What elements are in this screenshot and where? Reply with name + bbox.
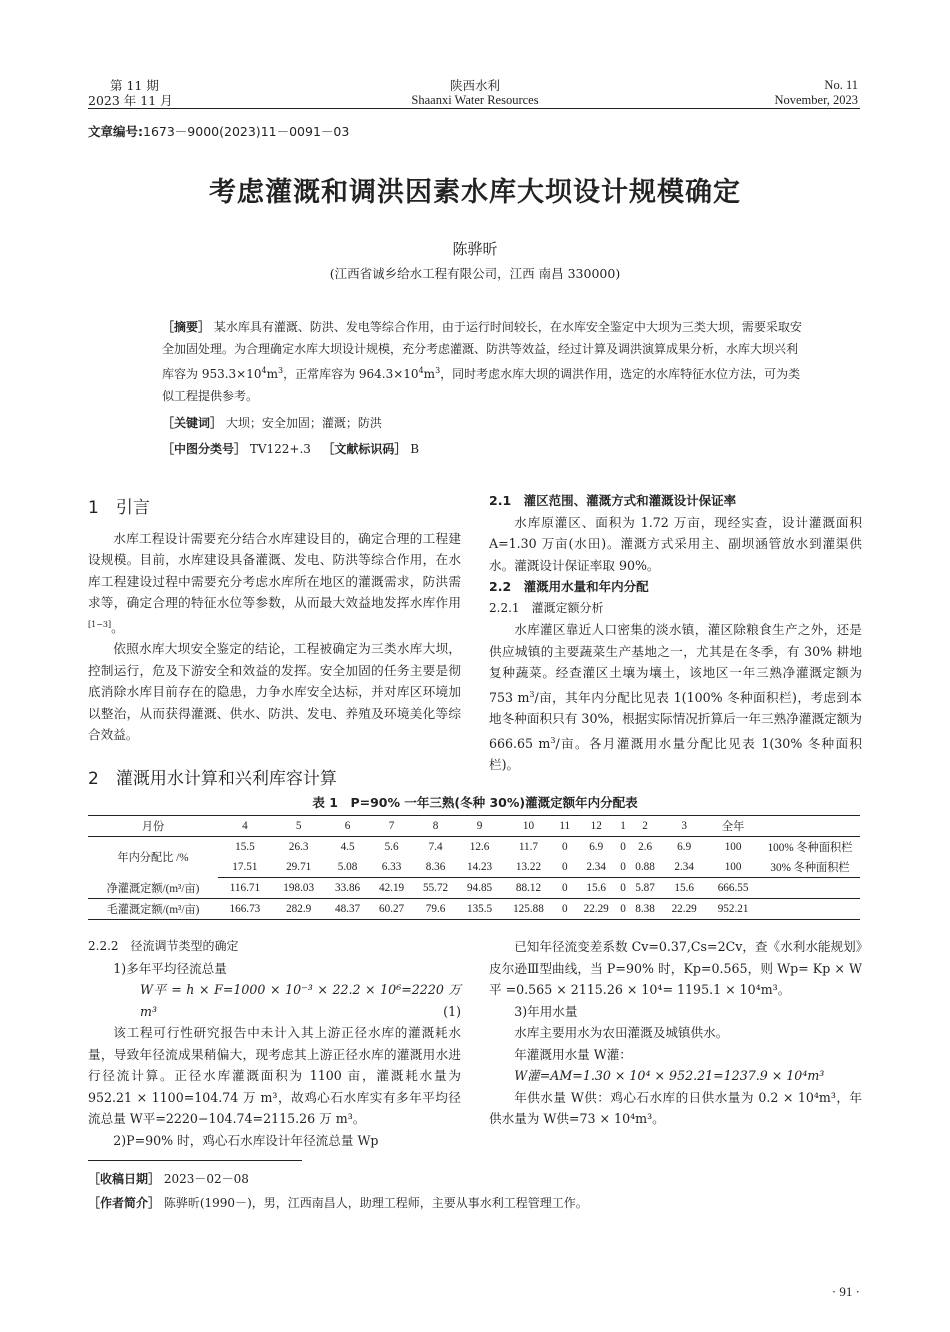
table-1-caption: 表 1 P=90% 一年三熟(冬种 30%)灌溉定额年内分配表 <box>312 795 638 810</box>
table-header-cell: 11 <box>555 816 574 837</box>
header-rule <box>88 108 860 109</box>
table-cell: 94.85 <box>458 878 502 899</box>
table-cell: 30% 冬种面积栏 <box>760 857 860 878</box>
table-cell <box>760 899 860 920</box>
right-column-bottom <box>489 936 862 1130</box>
section-2-2-1-text-b: /亩，其年内分配比见表 1(100% 冬种面积栏)，考虑到本地冬种面积只有 30%，根据实际情况折算后一年三熟净灌溉定额为 666.65 m <box>489 689 863 751</box>
received-tag: ［收稿日期］ <box>88 1172 161 1186</box>
table-header-cell: 9 <box>458 816 502 837</box>
left-column-bottom <box>88 936 461 1151</box>
table-cell: 666.55 <box>706 878 760 899</box>
article-number <box>88 122 349 140</box>
table-cell <box>760 878 860 899</box>
table-cell: 125.88 <box>502 899 556 920</box>
table-header-cell: 6 <box>326 816 370 837</box>
table-cell: 100% 冬种面积栏 <box>767 842 853 854</box>
table-row <box>88 878 860 899</box>
received-date <box>88 1170 249 1187</box>
table-cell: 22.29 <box>662 899 706 920</box>
keywords-text: 大坝；安全加固；灌溉；防洪 <box>225 416 382 430</box>
table-cell: 17.51 <box>218 857 272 878</box>
section-2-2-1-para <box>489 619 862 776</box>
table-cell: 4.5 <box>340 841 355 853</box>
clc-tag: ［中图分类号］ <box>162 442 247 456</box>
right-column-top <box>489 490 862 776</box>
table-cell: 166.73 <box>218 899 272 920</box>
table-cell: 88.12 <box>502 878 556 899</box>
clc-code: TV122+.3 <box>249 442 311 456</box>
keywords-tag: ［关键词］ <box>162 416 223 430</box>
article-number-value: 1673－9000(2023)11－0091－03 <box>143 124 350 139</box>
runoff-para: 已知年径流变差系数 Cv=0.37,Cs=2Cv，查《水利水能规划》皮尔逊Ⅲ型曲线，当 P=90% 时，Kp=0.565，则 Wp= Kp × W平 =0.565 × 2115.26 × 10⁴= 1195.1 × 10⁴m³。 <box>489 939 862 997</box>
m3-exp-1: 3 <box>529 689 535 699</box>
author-bio-text: 陈骅昕(1990－)，男，江西南昌人，助理工程师，主要从事水利工程管理工作。 <box>163 1196 588 1210</box>
table-cell: 5.87 <box>628 878 662 899</box>
section-2-2-1-heading: 2.2.1 灌溉定额分析 <box>489 600 604 615</box>
table-cell: 0 <box>618 878 628 899</box>
section-2-1-para: 水库原灌区、面积为 1.72 万亩，现经实查，设计灌溉面积 A=1.30 万亩(水田)。灌溉方式采用主、副坝涵管放水到灌渠供水。灌溉设计保证率取 90%。 <box>489 514 862 573</box>
section-2-2-1-text-c: /亩。各月灌溉用水量分配比见表 1(30% 冬种面积栏)。 <box>489 735 863 773</box>
date-cn: 2023 年 11 月 <box>88 93 173 108</box>
section-2-heading: 2 灌溉用水计算和兴利库容计算 <box>88 769 337 789</box>
author-bio <box>88 1194 588 1211</box>
abstract-text-a: 某水库具有灌溉、防洪、发电等综合作用，由于运行时间较长，在水库安全鉴定中大坝为三类大坝，需要采取安全加固处理。为合理确定水库大坝设计规模，充分考虑灌溉、防洪等效益，经过计算及调洪演算成果分析，水库大坝兴利库容为 953.3×10 <box>162 320 802 381</box>
table-cell: 2.6 <box>638 841 653 853</box>
table-cell: 6.9 <box>589 841 604 853</box>
table-header-cell: 4 <box>218 816 272 837</box>
table-cell: 29.71 <box>272 857 326 878</box>
section-2-2-1-text-a: 水库灌区靠近人口密集的淡水镇，灌区除粮食生产之外，还是供应城镇的主要蔬菜生产基地之一，尤其是在冬季，有 30% 耕地复种蔬菜。经查灌区土壤为壤土，该地区一年三熟净灌溉定额为 753 m <box>489 622 862 705</box>
section-1-para-1-end: 。 <box>111 619 124 635</box>
table-header-cell: 3 <box>662 816 706 837</box>
section-1-para-2: 依照水库大坝安全鉴定的结论，工程被确定为三类水库大坝，控制运行，危及下游安全和效益的发挥。安全加固的任务主要是彻底消除水库目前存在的隐患，力争水库安全达标，并对库区环境加以整治，从而获得灌溉、供水、防洪、发电、养殖及环境美化等综合效益。 <box>88 641 461 743</box>
table-cell: 79.6 <box>414 899 458 920</box>
table-header-cell: 1 <box>618 816 628 837</box>
abstract-m-1: m <box>266 367 278 381</box>
table-cell: 5.08 <box>326 857 370 878</box>
table-cell: 12.6 <box>469 841 490 853</box>
abstract-m-2: m <box>423 367 436 381</box>
irrigation-volume-label: 年灌溉用水量 W灌： <box>514 1046 632 1062</box>
abstract-exp-2: 4 <box>418 366 424 375</box>
issue-cn: 第 11 期 <box>110 78 159 93</box>
table-cell: 15.6 <box>574 878 618 899</box>
table-cell: 33.86 <box>326 878 370 899</box>
page-number: · 91 · <box>831 1284 860 1299</box>
table-cell: 8.38 <box>628 899 662 920</box>
date-en: November, 2023 <box>774 93 858 107</box>
table-cell: 0 <box>561 841 568 853</box>
journal-name-cn: 陕西水利 <box>449 78 500 93</box>
issue-en: No. 11 <box>824 78 858 92</box>
author-name: 陈骅昕 <box>452 240 498 258</box>
table-row <box>88 899 860 920</box>
classification <box>162 438 802 460</box>
m3-exp-2: 3 <box>550 735 556 745</box>
item-3: 3)年用水量 <box>514 1003 578 1019</box>
citation: [1−3] <box>88 619 112 629</box>
water-use-para: 水库主要用水为农田灌溉及城镇供水。 <box>514 1025 729 1040</box>
table-cell: 0 <box>555 878 574 899</box>
table-cell: 100 <box>706 857 760 878</box>
supply-volume-para: 年供水量 W供：鸡心石水库的日供水量为 0.2 × 10⁴m³，年供水量为 W供=73 × 10⁴m³。 <box>489 1089 862 1126</box>
table-cell: 0 <box>555 899 574 920</box>
table-header-cell: 全年 <box>706 816 760 837</box>
section-2-2-2-para: 该工程可行性研究报告中未计入其上游正径水库的灌溉耗水量，导致年径流成果稍偏大，现考虑其上游正径水库的灌溉用水进行径流计算。正径水库灌溉面积为 1100 亩，灌溉耗水量为 952.21 × 1100=104.74 万 m³，故鸡心石水库实有多年平均径流总量 W平=2220−104.74=2115.26 万 m³。 <box>88 1025 461 1126</box>
article-number-label: 文章编号: <box>88 124 143 139</box>
table-cell: 198.03 <box>272 878 326 899</box>
abstract-exp-1: 4 <box>261 366 267 375</box>
abstract-text-b: ，正常库容为 964.3×10 <box>283 367 419 381</box>
table-cell: 0 <box>555 857 574 878</box>
table-cell: 11.7 <box>518 841 539 853</box>
section-1-para-1-text: 水库工程设计需要充分结合水库建设目的，确定合理的工程建设规模。目前，水库建设具备灌溉、发电、防洪等综合作用，在水库工程建设过程中需要充分考虑水库所在地区的灌溉需求，防洪需求等，确定合理的特征水位等参数，从而最大效益地发挥水库作用 <box>88 530 461 610</box>
table-cell: 2.34 <box>574 857 618 878</box>
table-cell: 13.22 <box>502 857 556 878</box>
table-cell: 952.21 <box>706 899 760 920</box>
table-cell: 116.71 <box>218 878 272 899</box>
equation-2: W灌=AM=1.30 × 10⁴ × 952.21=1237.9 × 10⁴m³ <box>514 1068 825 1083</box>
table-cell: 48.37 <box>326 899 370 920</box>
table-cell: 0 <box>620 841 626 853</box>
left-column-top <box>88 498 461 746</box>
table-cell: 0 <box>618 857 628 878</box>
table-cell: 7.4 <box>428 841 443 853</box>
equation-1-body: W平 = h × F=1000 × 10⁻³ × 22.2 × 10⁶=2220 万 m³ <box>140 982 461 1019</box>
table-cell: 135.5 <box>458 899 502 920</box>
doc-code-tag: ［文献标识码］ <box>322 442 407 456</box>
table-header-cell: 8 <box>414 816 458 837</box>
running-header-right <box>774 78 858 108</box>
table-header-row <box>88 816 860 837</box>
abstract-text-c: ，同时考虑水库大坝的调洪作用，选定的水库特征水位方法，可为类似工程提供参考。 <box>162 367 801 403</box>
equation-1 <box>88 979 461 1022</box>
table-cell: 6.33 <box>370 857 414 878</box>
table-header-cell: 7 <box>370 816 414 837</box>
table-header-cell: 2 <box>628 816 662 837</box>
table-cell: 年内分配比 /% <box>117 852 189 865</box>
author-bio-tag: ［作者简介］ <box>88 1196 161 1210</box>
journal-name-en: Shaanxi Water Resources <box>411 93 539 107</box>
table-cell: 42.19 <box>370 878 414 899</box>
table-header-cell: 月份 <box>88 816 218 837</box>
doc-code: B <box>410 442 420 456</box>
section-1-heading: 1 引言 <box>88 498 150 518</box>
table-cell: 0 <box>618 899 628 920</box>
abstract-m-exp-1: 3 <box>277 366 284 375</box>
table-header-cell: 10 <box>502 816 556 837</box>
table-cell: 55.72 <box>414 878 458 899</box>
table-cell: 100 <box>724 841 742 853</box>
table-cell: 15.6 <box>662 878 706 899</box>
table-cell: 净灌溉定额/(m³/亩) <box>88 878 218 899</box>
table-cell: 282.9 <box>272 899 326 920</box>
equation-1-number: (1) <box>443 1003 461 1019</box>
table-header-cell: 5 <box>272 816 326 837</box>
table-cell: 22.29 <box>574 899 618 920</box>
table-cell: 毛灌溉定额/(m³/亩) <box>88 899 218 920</box>
section-2-2-heading: 2.2 灌溉用水量和年内分配 <box>489 579 649 594</box>
table-header-cell: 12 <box>574 816 618 837</box>
table-cell: 5.6 <box>384 841 399 853</box>
table-header-cell <box>760 816 860 837</box>
table-cell: 0.88 <box>628 857 662 878</box>
section-2-1-heading: 2.1 灌区范围、灌溉方式和灌溉设计保证率 <box>489 493 737 508</box>
item-2: 2)P=90% 时，鸡心石水库设计年径流总量 Wp <box>113 1132 379 1148</box>
table-cell: 60.27 <box>370 899 414 920</box>
footnote-rule <box>88 1160 302 1161</box>
abstract-tag: ［摘要］ <box>162 320 211 334</box>
table-cell: 2.34 <box>662 857 706 878</box>
affiliation: (江西省诚乡给水工程有限公司，江西 南昌 330000) <box>329 266 621 281</box>
section-1-para-1 <box>88 528 461 639</box>
table-cell: 26.3 <box>288 841 309 853</box>
table-cell: 14.23 <box>458 857 502 878</box>
table-cell: 8.36 <box>414 857 458 878</box>
table-row <box>88 837 860 858</box>
table-cell: 6.9 <box>677 841 692 853</box>
table-cell: 15.5 <box>235 841 255 853</box>
abstract <box>162 316 802 407</box>
paper-title: 考虑灌溉和调洪因素水库大坝设计规模确定 <box>209 177 741 208</box>
keywords <box>162 412 802 434</box>
table-1 <box>88 815 860 920</box>
abstract-m-exp-2: 3 <box>435 366 441 375</box>
section-2-2-2-heading: 2.2.2 径流调节类型的确定 <box>88 939 239 953</box>
received-value: 2023－02－08 <box>163 1172 249 1186</box>
item-1: 1)多年平均径流总量 <box>113 960 227 976</box>
